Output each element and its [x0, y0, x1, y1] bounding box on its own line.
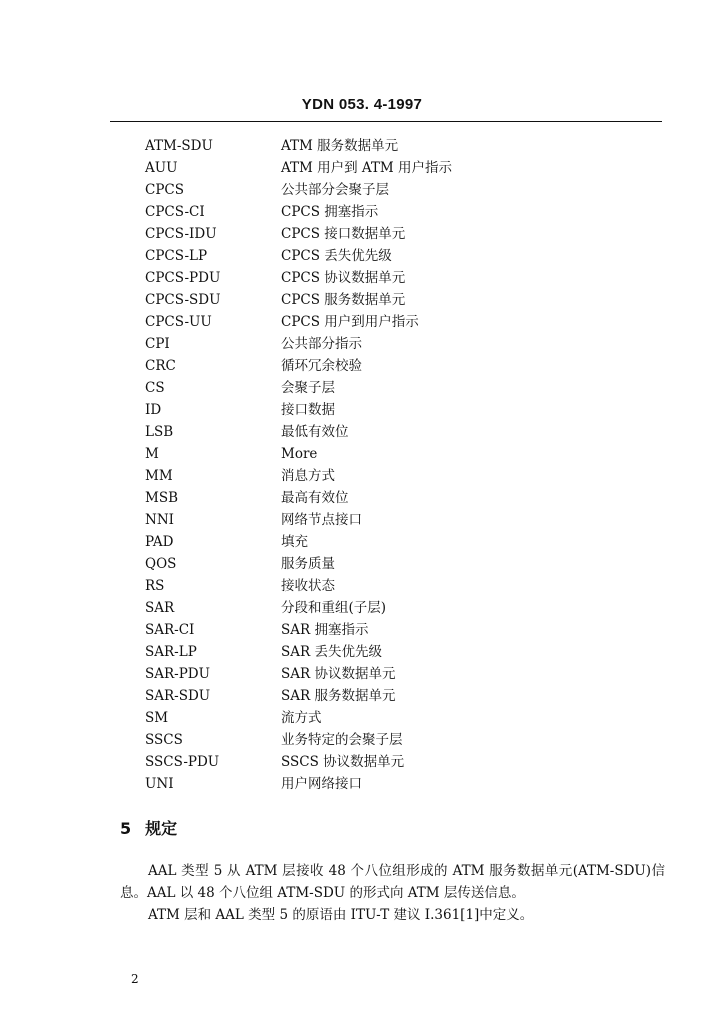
abbreviation-definition: SAR 协议数据单元: [281, 666, 396, 682]
abbreviation-definition: CPCS 协议数据单元: [281, 270, 406, 286]
abbreviation-row: [145, 773, 452, 795]
abbreviation-row: [145, 289, 452, 311]
abbreviation-row: [145, 311, 452, 333]
abbreviation-term: PAD: [145, 534, 174, 550]
abbreviation-term: CRC: [145, 358, 176, 374]
abbreviation-definition: 最高有效位: [281, 490, 349, 506]
abbreviation-term: CPCS-PDU: [145, 270, 221, 286]
section-number: 5: [120, 819, 132, 838]
abbreviation-definition: ATM 用户到 ATM 用户指示: [281, 160, 453, 176]
paragraph: ATM 层和 AAL 类型 5 的原语由 ITU-T 建议 I.361[1]中定义。: [148, 907, 534, 923]
abbreviation-row: [145, 333, 452, 355]
abbreviation-definition: CPCS 拥塞指示: [281, 204, 379, 220]
abbreviation-row: [145, 201, 452, 223]
abbreviation-row: [145, 179, 452, 201]
abbreviation-definition: 用户网络接口: [281, 776, 362, 792]
header-divider: [110, 121, 662, 122]
abbreviation-term: SAR: [145, 600, 175, 616]
abbreviation-term: CPCS-LP: [145, 248, 208, 264]
abbreviation-term: SAR-CI: [145, 622, 195, 638]
abbreviation-row: [145, 223, 452, 245]
abbreviation-term: SSCS: [145, 732, 183, 748]
abbreviation-term: ATM-SDU: [145, 138, 213, 154]
abbreviation-row: [145, 267, 452, 289]
abbreviation-definition: CPCS 用户到用户指示: [281, 314, 419, 330]
abbreviation-row: [145, 707, 452, 729]
abbreviation-definition: SSCS 协议数据单元: [281, 754, 405, 770]
abbreviation-row: [145, 509, 452, 531]
abbreviation-term: CPCS-SDU: [145, 292, 221, 308]
abbreviation-definition: 业务特定的会聚子层: [281, 732, 403, 748]
abbreviation-row: [145, 685, 452, 707]
abbreviation-row: [145, 751, 452, 773]
abbreviation-term: ID: [145, 402, 162, 418]
abbreviation-definition: CPCS 服务数据单元: [281, 292, 406, 308]
abbreviation-row: [145, 245, 452, 267]
abbreviation-definition: 公共部分会聚子层: [281, 182, 389, 198]
abbreviation-definition: 最低有效位: [281, 424, 349, 440]
abbreviation-term: CPCS: [145, 182, 184, 198]
abbreviation-term: MSB: [145, 490, 178, 506]
document-code-header: YDN 053. 4-1997: [301, 96, 423, 113]
abbreviation-term: LSB: [145, 424, 174, 440]
abbreviation-definition: SAR 拥塞指示: [281, 622, 369, 638]
paragraph: AAL 类型 5 从 ATM 层接收 48 个八位组形成的 ATM 服务数据单元(ATM-SDU)信息。AAL 以 48 个八位组 ATM-SDU 的形式向 ATM 层传送信息。: [120, 863, 665, 901]
abbreviation-definition: 服务质量: [281, 556, 335, 572]
abbreviation-row: [145, 487, 452, 509]
abbreviation-term: MM: [145, 468, 173, 484]
abbreviation-row: [145, 619, 452, 641]
abbreviation-row: [145, 355, 452, 377]
abbreviation-row: [145, 465, 452, 487]
abbreviation-row: [145, 575, 452, 597]
abbreviation-term: AUU: [145, 160, 178, 176]
abbreviation-term: M: [145, 446, 159, 462]
section-heading: [120, 816, 177, 839]
abbreviation-row: [145, 553, 452, 575]
page-number: 2: [131, 972, 139, 986]
abbreviation-term: SAR-PDU: [145, 666, 211, 682]
abbreviation-row: [145, 531, 452, 553]
abbreviation-definition: CPCS 丢失优先级: [281, 248, 392, 264]
abbreviation-term: SM: [145, 710, 169, 726]
abbreviation-term: UNI: [145, 776, 174, 792]
abbreviation-term: RS: [145, 578, 165, 594]
abbreviation-term: SAR-SDU: [145, 688, 211, 704]
abbreviation-term: CPCS-UU: [145, 314, 212, 330]
abbreviation-row: [145, 421, 452, 443]
abbreviation-definition: ATM 服务数据单元: [281, 138, 399, 154]
abbreviation-row: [145, 377, 452, 399]
abbreviation-term: SSCS-PDU: [145, 754, 220, 770]
abbreviation-definition: 流方式: [281, 710, 322, 726]
abbreviation-definition: SAR 服务数据单元: [281, 688, 396, 704]
abbreviation-row: [145, 641, 452, 663]
abbreviation-row: [145, 443, 452, 465]
abbreviation-definition: 消息方式: [281, 468, 335, 484]
abbreviation-definition: 接口数据: [281, 402, 335, 418]
abbreviation-definition: 分段和重组(子层): [281, 600, 387, 616]
abbreviation-term: NNI: [145, 512, 174, 528]
abbreviation-row: [145, 157, 452, 179]
abbreviation-definition: 接收状态: [281, 578, 335, 594]
abbreviation-definition: 网络节点接口: [281, 512, 362, 528]
abbreviation-definition: More: [281, 446, 318, 462]
abbreviation-definition: 会聚子层: [281, 380, 335, 396]
abbreviation-list: [145, 135, 452, 795]
abbreviation-definition: 填充: [281, 534, 308, 550]
abbreviation-term: CS: [145, 380, 165, 396]
abbreviation-row: [145, 729, 452, 751]
section-title: 规定: [145, 819, 178, 838]
abbreviation-definition: 公共部分指示: [281, 336, 362, 352]
abbreviation-row: [145, 663, 452, 685]
abbreviation-term: QOS: [145, 556, 177, 572]
abbreviation-row: [145, 135, 452, 157]
abbreviation-definition: SAR 丢失优先级: [281, 644, 382, 660]
abbreviation-term: SAR-LP: [145, 644, 197, 660]
abbreviation-definition: 循环冗余校验: [281, 358, 362, 374]
abbreviation-term: CPI: [145, 336, 170, 352]
abbreviation-definition: CPCS 接口数据单元: [281, 226, 406, 242]
abbreviation-term: CPCS-IDU: [145, 226, 217, 242]
abbreviation-term: CPCS-CI: [145, 204, 205, 220]
abbreviation-row: [145, 597, 452, 619]
abbreviation-row: [145, 399, 452, 421]
